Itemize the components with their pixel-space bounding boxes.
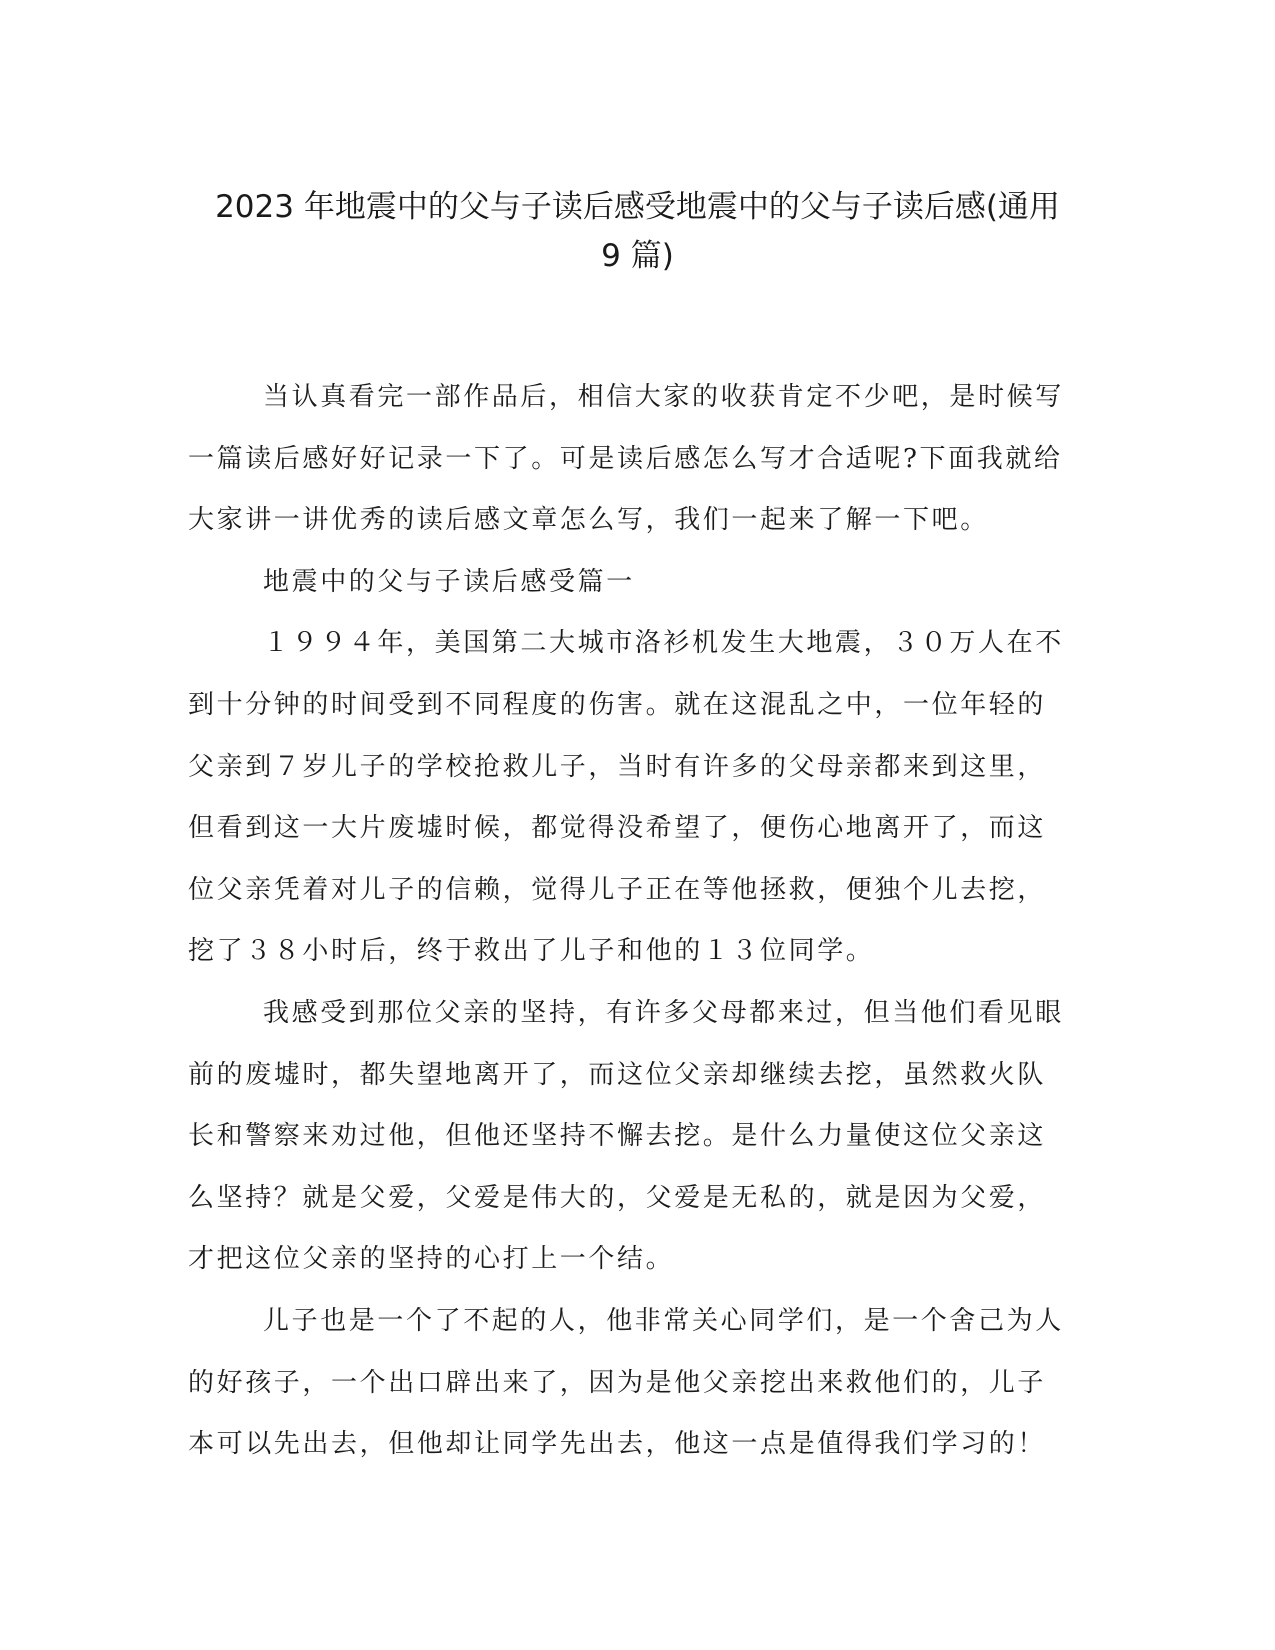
paragraph-line: 大家讲一讲优秀的读后感文章怎么写，我们一起来了解一下吧。 <box>188 505 989 536</box>
paragraph-line: 位父亲凭着对儿子的信赖，觉得儿子正在等他拯救，便独个儿去挖， <box>188 874 1047 905</box>
paragraph-line: 么坚持？就是父爱，父爱是伟大的，父爱是无私的，就是因为父爱， <box>188 1182 1047 1213</box>
intro-paragraph <box>188 367 1088 552</box>
paragraph-line: 才把这位父亲的坚持的心打上一个结。 <box>188 1244 675 1275</box>
document-body <box>188 367 1088 1476</box>
paragraph-line: 父亲到７岁儿子的学校抢救儿子，当时有许多的父母亲都来到这里， <box>188 751 1047 782</box>
paragraph-line: １９９４年，美国第二大城市洛衫机发生大地震，３０万人在不 <box>263 628 1064 659</box>
title-line-1: 2023 年地震中的父与子读后感受地震中的父与子读后感(通用 <box>215 189 1060 225</box>
paragraph-line: 本可以先出去，但他却让同学先出去，他这一点是值得我们学习的！ <box>188 1429 1047 1460</box>
section-heading <box>188 552 1088 614</box>
reflection-paragraph <box>188 983 1088 1291</box>
son-paragraph <box>188 1291 1088 1476</box>
paragraph-line: 但看到这一大片废墟时候，都觉得没希望了，便伤心地离开了，而这 <box>188 813 1047 844</box>
document-title <box>160 183 1115 281</box>
paragraph-line: 儿子也是一个了不起的人，他非常关心同学们，是一个舍己为人 <box>263 1305 1064 1336</box>
paragraph-line: 的好孩子，一个出口辟出来了，因为是他父亲挖出来救他们的，儿子 <box>188 1367 1047 1398</box>
paragraph-line: 一篇读后感好好记录一下了。可是读后感怎么写才合适呢?下面我就给 <box>188 443 1063 474</box>
paragraph-line: 前的废墟时，都失望地离开了，而这位父亲却继续去挖，虽然救火队 <box>188 1059 1047 1090</box>
story-paragraph <box>188 613 1088 983</box>
paragraph-line: 当认真看完一部作品后，相信大家的收获肯定不少吧，是时候写 <box>263 382 1064 412</box>
title-line-2: 9 篇) <box>601 238 674 274</box>
paragraph-line: 挖了３８小时后，终于救出了儿子和他的１３位同学。 <box>188 936 875 967</box>
paragraph-line: 长和警察来劝过他，但他还坚持不懈去挖。是什么力量使这位父亲这 <box>188 1121 1047 1152</box>
paragraph-line: 我感受到那位父亲的坚持，有许多父母都来过，但当他们看见眼 <box>263 997 1064 1028</box>
section-heading-text: 地震中的父与子读后感受篇一 <box>263 566 635 597</box>
paragraph-line: 到十分钟的时间受到不同程度的伤害。就在这混乱之中，一位年轻的 <box>188 689 1047 720</box>
